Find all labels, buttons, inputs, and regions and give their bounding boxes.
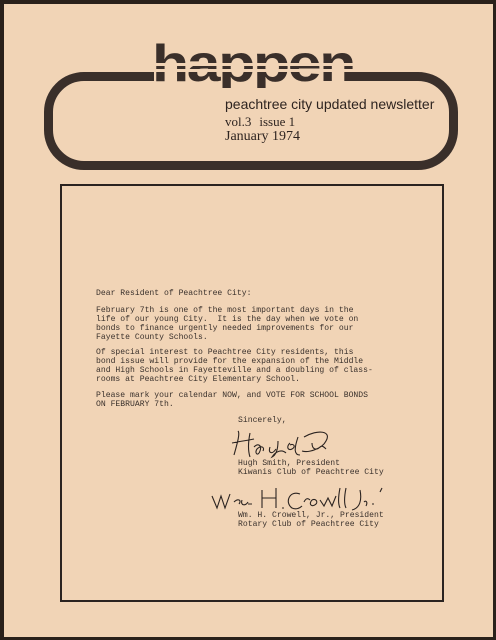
signer-2-name: Wm. H. Crowell, Jr., President (238, 511, 384, 520)
signer-2-org: Rotary Club of Peachtree City (238, 520, 379, 529)
volume: vol.3 (225, 114, 252, 129)
signer-1-name: Hugh Smith, President (238, 459, 340, 468)
issue-number: issue 1 (259, 114, 296, 129)
newsletter-page (4, 4, 493, 637)
closing: Sincerely, (238, 416, 287, 425)
letter-paragraph-2: Of special interest to Peachtree City residents, this bond issue will provide for the expansion of the Middle and High Schools in Fayetteville and a doubling of class- rooms at Peachtree City Elementary School. (96, 348, 373, 384)
happen-logo (152, 34, 356, 88)
issue-date: January 1974 (225, 129, 301, 144)
signer-1-org: Kiwanis Club of Peachtree City (238, 468, 384, 477)
letter-paragraph-1: February 7th is one of the most important days in the life of our young City. It is the day when we vote on bonds to finance urgently needed improvements for our Fayette County Schools. (96, 306, 359, 342)
salutation: Dear Resident of Peachtree City: (96, 289, 252, 298)
signature-wm-crowell (208, 482, 388, 514)
volume-issue (225, 114, 295, 130)
newsletter-subtitle: peachtree city updated newsletter (225, 96, 435, 112)
signature-hugh-smith (228, 427, 338, 461)
letter-paragraph-3: Please mark your calendar NOW, and VOTE FOR SCHOOL BONDS ON FEBRUARY 7th. (96, 391, 368, 409)
